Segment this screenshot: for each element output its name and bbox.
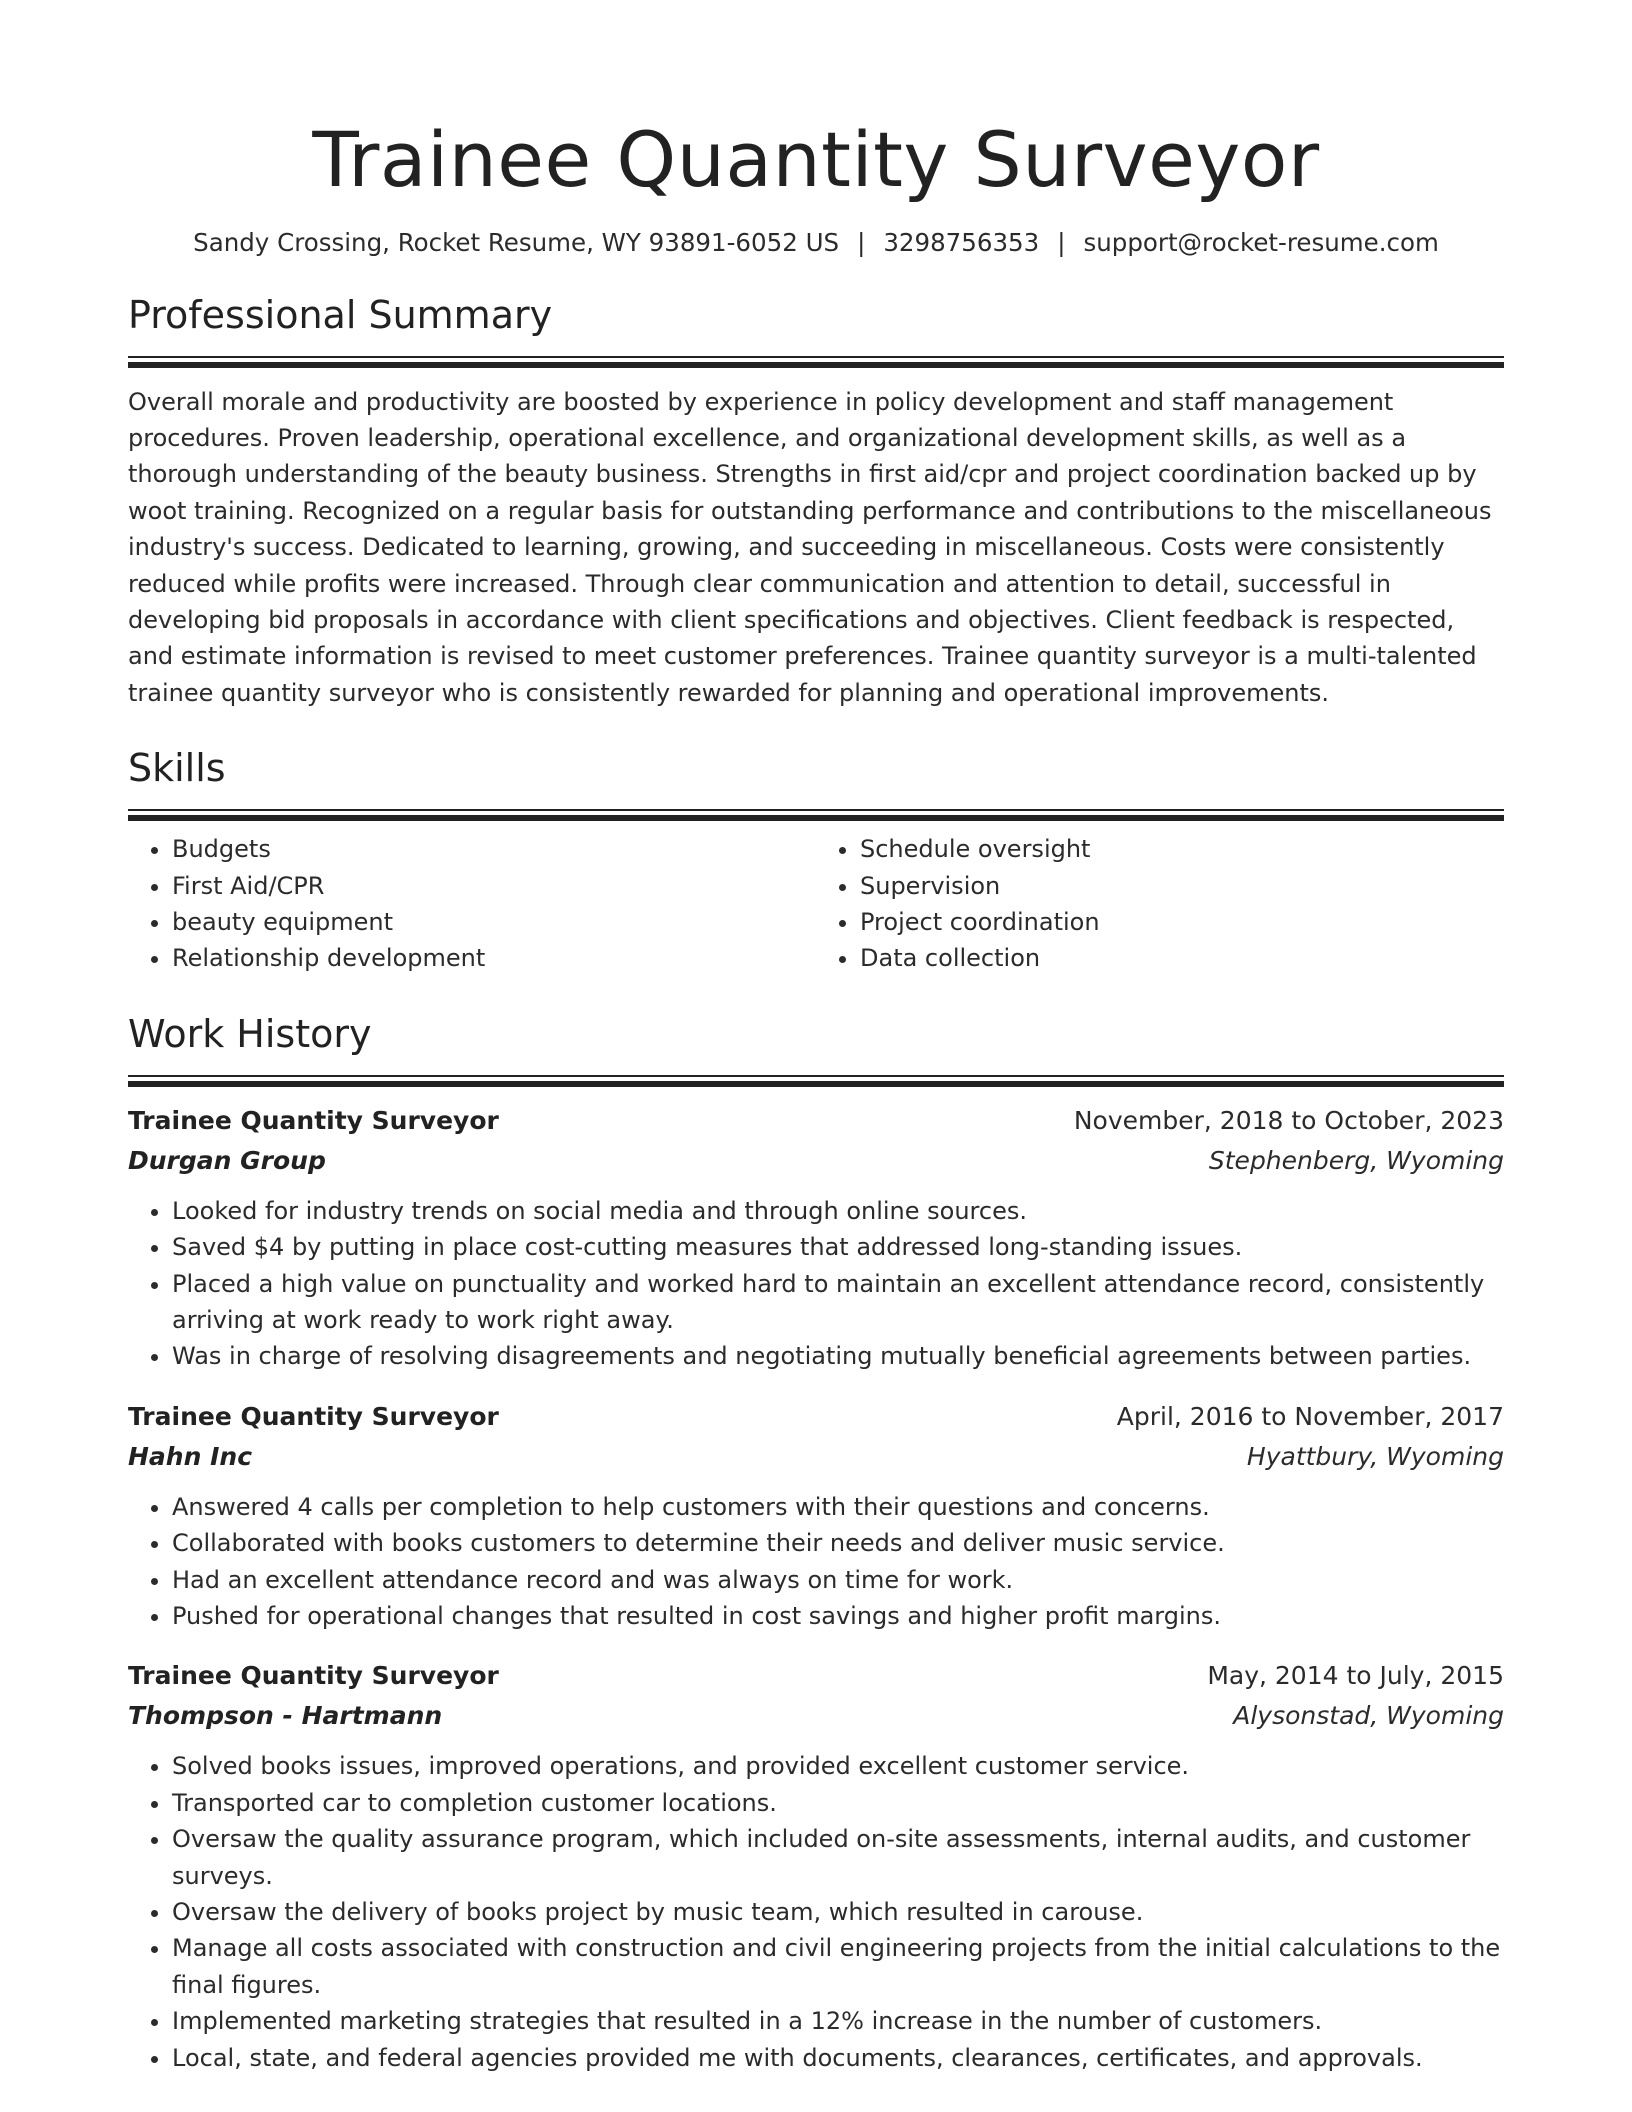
job-company: Durgan Group [128, 1145, 326, 1175]
job-bullet: • Placed a high value on punctuality and worked hard to maintain an excellent attendance record, consistently arriving at work ready to work right away. [172, 1266, 1504, 1339]
job-bullet: • Pushed for operational changes that resulted in cost savings and higher profit margins. [172, 1598, 1504, 1634]
skill-item: • Schedule oversight [860, 831, 1504, 867]
job-title: Trainee Quantity Surveyor [128, 1105, 499, 1135]
job-subheader-row [128, 1141, 1504, 1181]
section-title-summary: Professional Summary [128, 292, 553, 337]
contact-phone: 3298756353 [883, 228, 1040, 257]
job-bullet: • Oversaw the delivery of books project by music team, which resulted in carouse. [172, 1894, 1504, 1930]
job-bullet: • Solved books issues, improved operations, and provided excellent customer service. [172, 1748, 1504, 1784]
job-bullet: • Had an excellent attendance record and was always on time for work. [172, 1562, 1504, 1598]
section-divider [128, 356, 1504, 368]
job-bullets [128, 1748, 1504, 2076]
job-subheader-row [128, 1437, 1504, 1477]
job-bullet: • Oversaw the quality assurance program, which included on-site assessments, internal audits, and customer surveys. [172, 1821, 1504, 1894]
job-bullet: • Implemented marketing strategies that resulted in a 12% increase in the number of customers. [172, 2003, 1504, 2039]
job-entry [128, 1656, 1504, 2076]
contact-separator: | [857, 228, 866, 257]
job-title: Trainee Quantity Surveyor [128, 1661, 499, 1691]
job-bullet: • Manage all costs associated with construction and civil engineering projects from the initial calculations to the final figures. [172, 1930, 1504, 2003]
skill-item: • Data collection [860, 940, 1504, 976]
contact-line [128, 228, 1504, 257]
job-company: Hahn Inc [128, 1441, 253, 1471]
job-bullet: • Saved $4 by putting in place cost-cutting measures that addressed long-standing issues. [172, 1229, 1504, 1265]
job-company: Thompson - Hartmann [128, 1701, 443, 1731]
job-header-row [128, 1656, 1504, 1696]
job-dates: April, 2016 to November, 2017 [1116, 1401, 1504, 1431]
skill-item: • Project coordination [860, 904, 1504, 940]
contact-email: support@rocket-resume.com [1083, 228, 1439, 257]
summary-text: Overall morale and productivity are boosted by experience in policy development and staff management procedures. Proven leadership, operational excellence, and organizational development skills, as well as a thorough understanding of the beauty business. Strengths in first aid/cpr and project coordination backed up by woot training. Recognized on a regular basis for outstanding performance and contributions to the miscellaneous industry's success. Dedicated to learning, growing, and succeeding in miscellaneous. Costs were consistently reduced while profits were increased. Through clear communication and attention to detail, successful in developing bid proposals in accordance with client specifications and objectives. Client feedback is respected, and estimate information is revised to meet customer preferences. Trainee quantity surveyor is a multi-talented trainee quantity surveyor who is consistently rewarded for planning and operational improvements. [128, 387, 1492, 707]
job-subheader-row [128, 1696, 1504, 1736]
skill-item: • First Aid/CPR [172, 868, 816, 904]
resume-page [128, 0, 1504, 2076]
job-title: Trainee Quantity Surveyor [128, 1401, 499, 1431]
job-entry [128, 1397, 1504, 1635]
section-divider [128, 809, 1504, 821]
job-dates: May, 2014 to July, 2015 [1207, 1661, 1504, 1691]
job-location: Alysonstad, Wyoming [1233, 1701, 1504, 1731]
skill-item: • Supervision [860, 868, 1504, 904]
section-divider [128, 1075, 1504, 1087]
skills-list [128, 831, 1504, 977]
section-title-work-history: Work History [128, 1011, 372, 1056]
job-bullets [128, 1489, 1504, 1635]
job-dates: November, 2018 to October, 2023 [1073, 1105, 1504, 1135]
skill-item: • Relationship development [172, 940, 816, 976]
job-bullets [128, 1193, 1504, 1375]
section-title-skills: Skills [128, 746, 226, 791]
skill-item: • Budgets [172, 831, 816, 867]
resume-name: Trainee Quantity Surveyor [312, 115, 1320, 204]
job-bullet: • Answered 4 calls per completion to help customers with their questions and concerns. [172, 1489, 1504, 1525]
job-location: Stephenberg, Wyoming [1208, 1145, 1504, 1175]
job-entry [128, 1101, 1504, 1375]
job-location: Hyattbury, Wyoming [1246, 1441, 1504, 1471]
contact-separator: | [1057, 228, 1066, 257]
job-bullet: • Local, state, and federal agencies provided me with documents, clearances, certificates, and approvals. [172, 2040, 1504, 2076]
job-header-row [128, 1397, 1504, 1437]
skill-item: • beauty equipment [172, 904, 816, 940]
job-bullet: • Collaborated with books customers to determine their needs and deliver music service. [172, 1525, 1504, 1561]
contact-address: Sandy Crossing, Rocket Resume, WY 93891-6052 US [193, 228, 840, 257]
job-bullet: • Looked for industry trends on social media and through online sources. [172, 1193, 1504, 1229]
job-bullet: • Transported car to completion customer locations. [172, 1785, 1504, 1821]
skills-column-right [816, 831, 1504, 977]
job-bullet: • Was in charge of resolving disagreements and negotiating mutually beneficial agreements between parties. [172, 1338, 1504, 1374]
skills-column-left [128, 831, 816, 977]
job-header-row [128, 1101, 1504, 1141]
